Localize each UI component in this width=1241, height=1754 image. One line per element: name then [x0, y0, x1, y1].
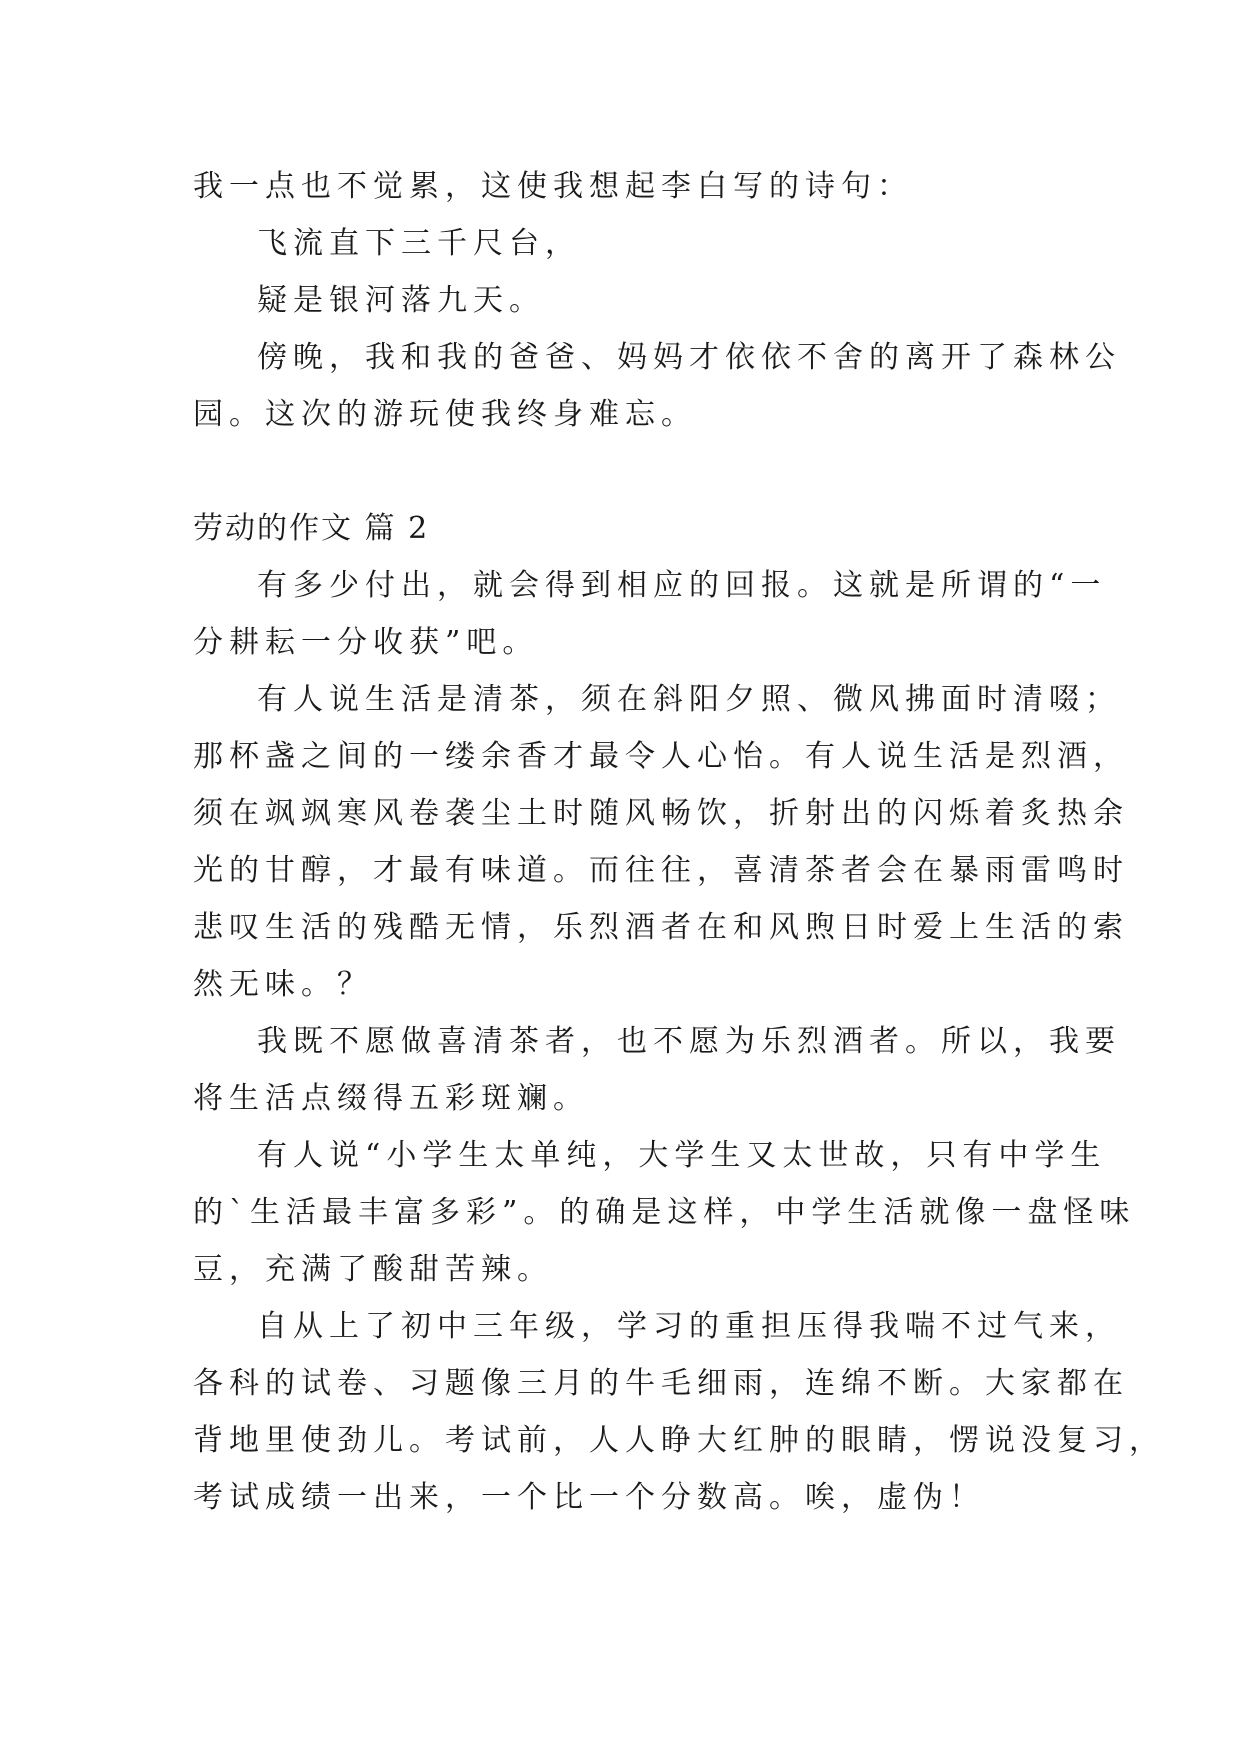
poem-line: 疑是银河落九天。	[257, 283, 545, 318]
paragraph-line: 各科的试卷、习题像三月的牛毛细雨，连绵不断。大家都在	[193, 1366, 1129, 1401]
paragraph-line: 然无味。？	[193, 967, 373, 1002]
paragraph-line: 园。这次的游玩使我终身难忘。	[193, 397, 697, 432]
paragraph-line: 悲叹生活的残酷无情，乐烈酒者在和风煦日时爱上生活的索	[193, 910, 1129, 945]
paragraph-line: 的`生活最丰富多彩”。的确是这样，中学生活就像一盘怪味	[193, 1195, 1136, 1230]
section-gap	[193, 443, 1053, 500]
paragraph-line: 背地里使劲儿。考试前，人人睁大红肿的眼睛，愣说没复习，	[193, 1423, 1165, 1458]
document-page	[193, 158, 1165, 1526]
paragraph-line: 光的甘醇，才最有味道。而往往，喜清茶者会在暴雨雷鸣时	[193, 853, 1129, 888]
paragraph-line: 豆，充满了酸甜苦辣。	[193, 1252, 553, 1287]
paragraph-line: 那杯盏之间的一缕余香才最令人心怡。有人说生活是烈酒，	[193, 739, 1129, 774]
paragraph-line: 自从上了初中三年级，学习的重担压得我喘不过气来，	[257, 1309, 1121, 1344]
paragraph-line: 考试成绩一出来，一个比一个分数高。唉，虚伪！	[193, 1480, 985, 1515]
paragraph-line: 傍晚，我和我的爸爸、妈妈才依依不舍的离开了森林公	[257, 340, 1121, 375]
section-heading: 劳动的作文 篇 2	[193, 511, 430, 546]
paragraph-line: 分耕耘一分收获”吧。	[193, 625, 539, 660]
paragraph-line: 我一点也不觉累，这使我想起李白写的诗句：	[193, 169, 913, 204]
paragraph-line: 须在飒飒寒风卷袭尘土时随风畅饮，折射出的闪烁着炙热余	[193, 796, 1129, 831]
poem-line: 飞流直下三千尺台，	[257, 226, 581, 261]
paragraph-line: 有人说“小学生太单纯，大学生又太世故，只有中学生	[257, 1138, 1107, 1173]
paragraph-line: 有多少付出，就会得到相应的回报。这就是所谓的“一	[257, 568, 1107, 603]
paragraph-line: 我既不愿做喜清茶者，也不愿为乐烈酒者。所以，我要	[257, 1024, 1121, 1059]
paragraph-line: 将生活点缀得五彩斑斓。	[193, 1081, 589, 1116]
paragraph-line: 有人说生活是清茶，须在斜阳夕照、微风拂面时清啜；	[257, 682, 1121, 717]
